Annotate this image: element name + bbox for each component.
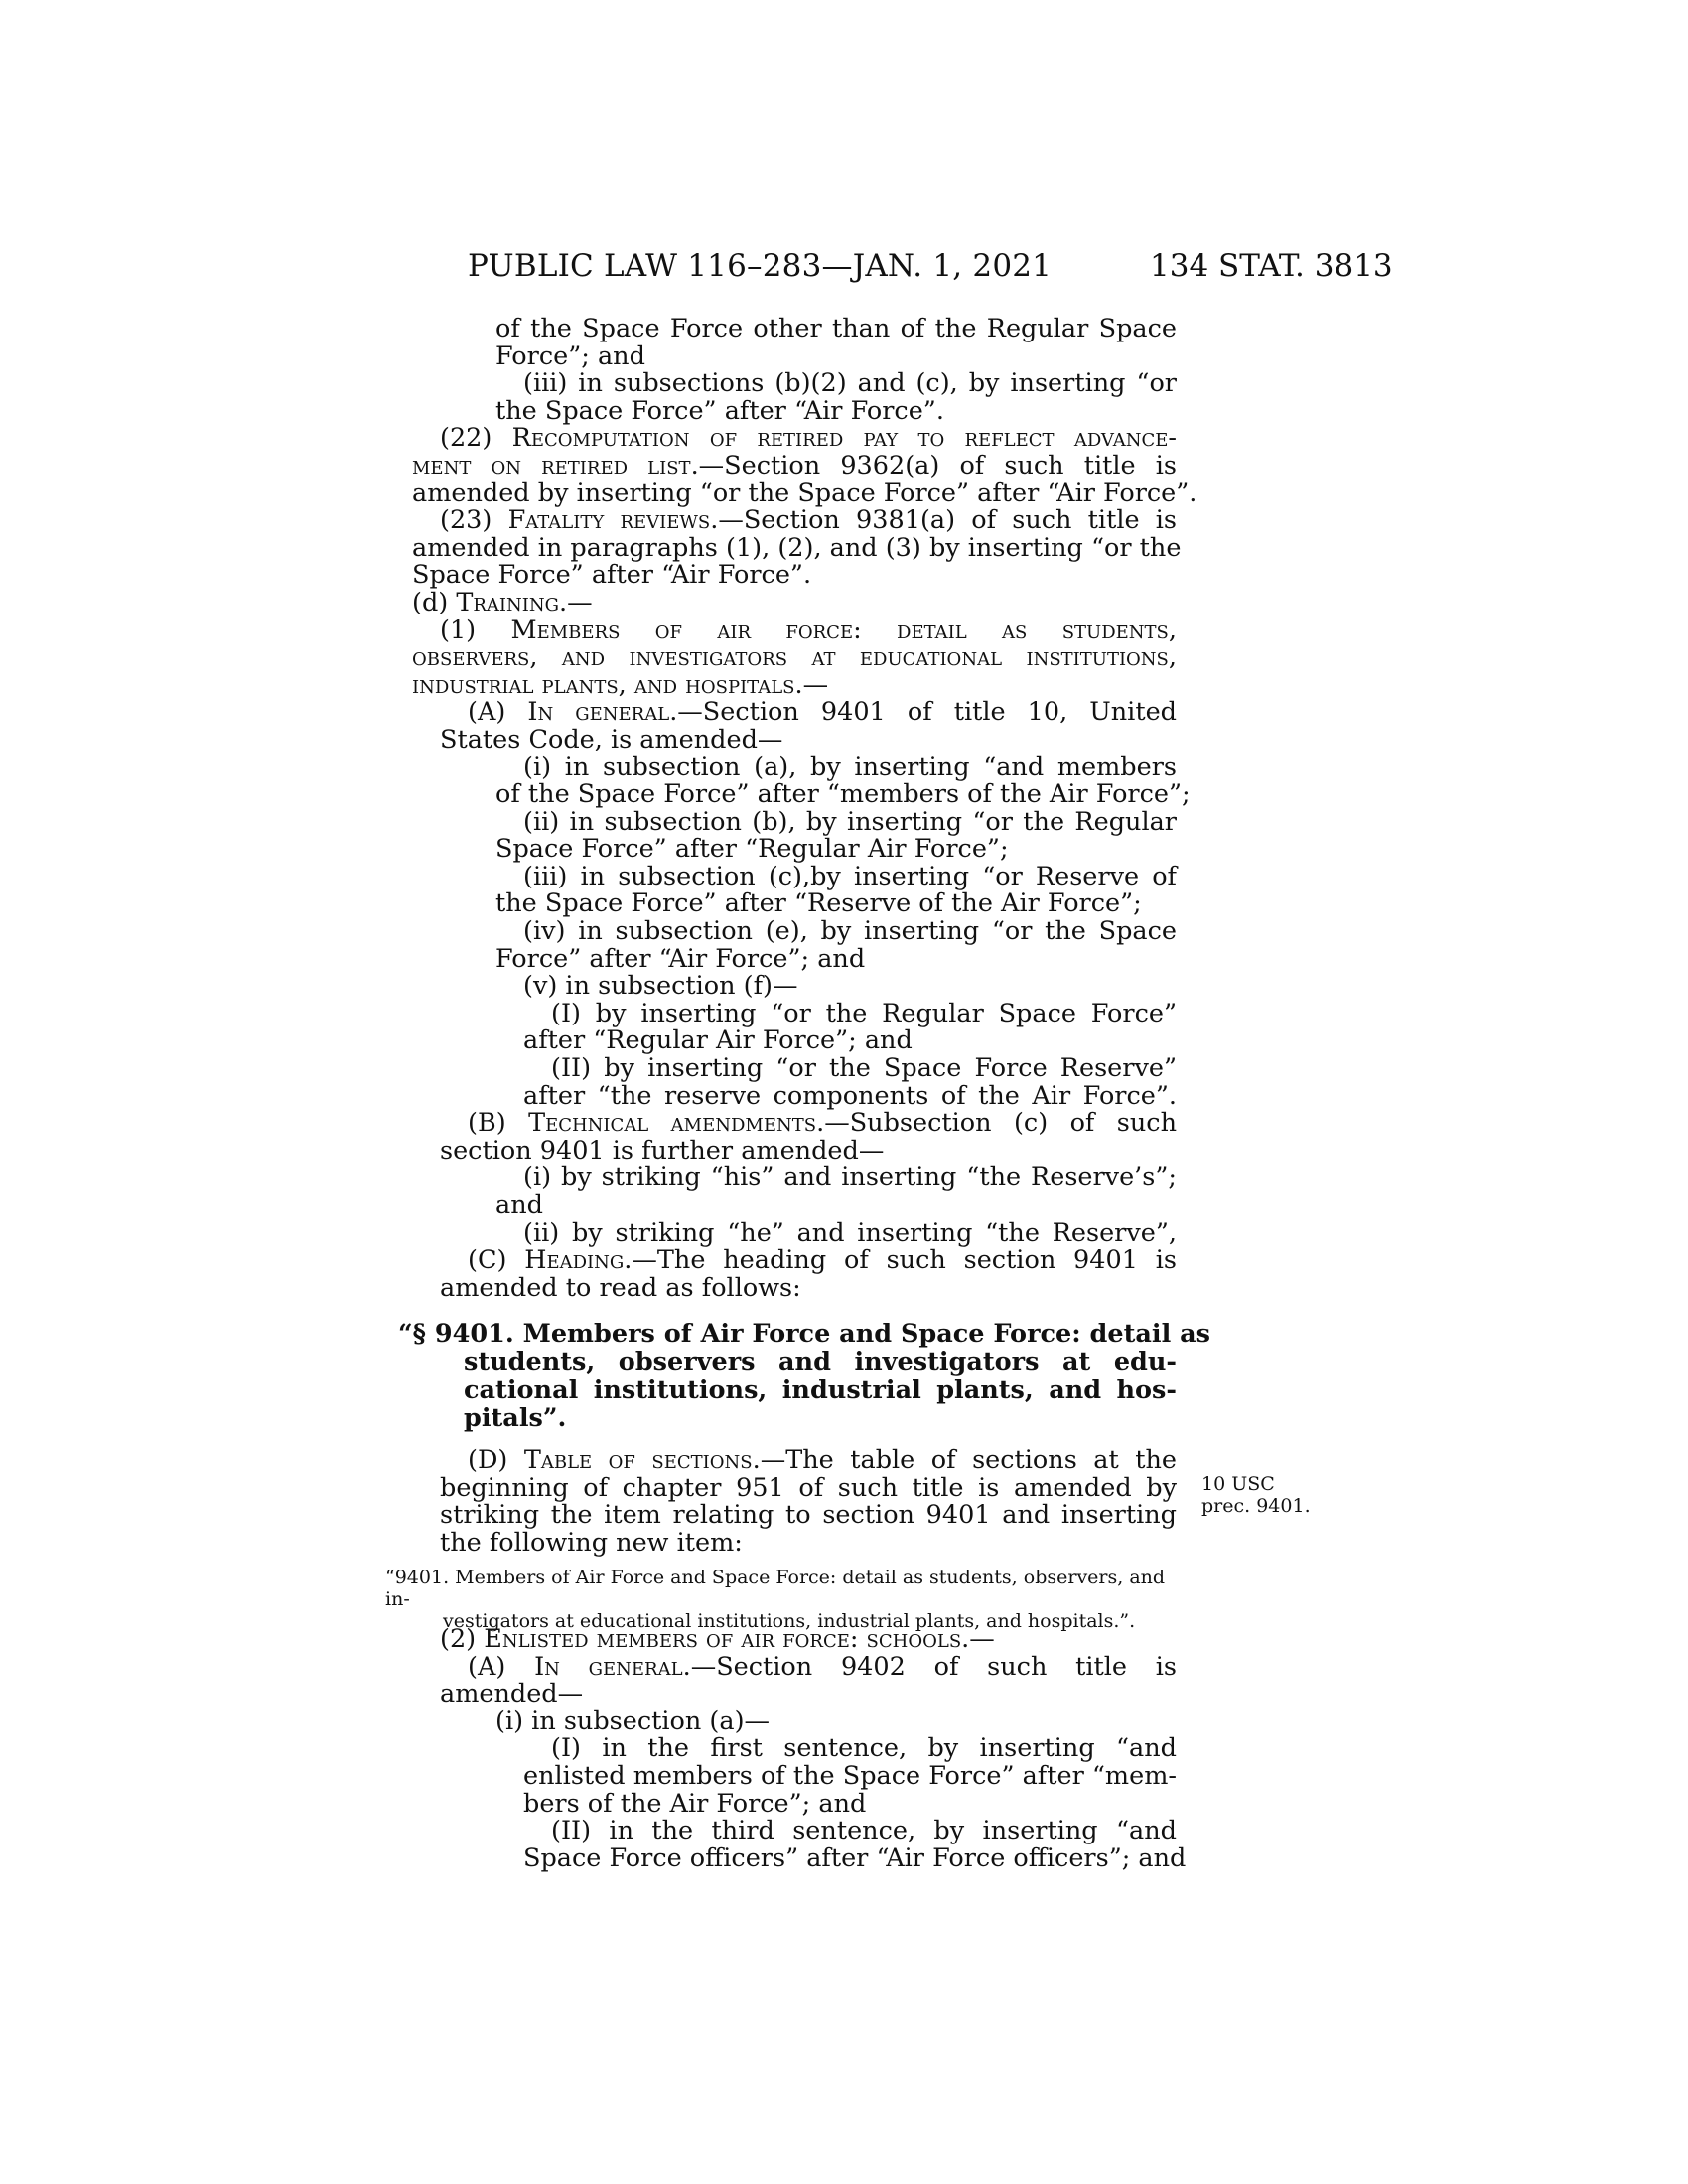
text-line xyxy=(523,1080,1177,1111)
text-run: (D) xyxy=(468,1445,524,1475)
text-run: Space Force” after “Air Force”. xyxy=(412,560,812,591)
text-run: (v) in subsection (f)— xyxy=(523,971,798,1002)
text-line xyxy=(495,316,1177,343)
section-heading-line: pitals”. xyxy=(464,1403,567,1433)
text-line xyxy=(440,1272,1177,1302)
text-line xyxy=(468,1247,1177,1275)
text-line xyxy=(523,973,1177,1001)
text-line xyxy=(440,1472,1177,1503)
text-run: —Section 9402 of such title is xyxy=(690,1651,1178,1682)
small-caps-run: Members of air force: detail as students, xyxy=(510,614,1177,645)
small-caps-run: Fatality reviews. xyxy=(507,505,719,536)
margin-citation xyxy=(1201,1473,1311,1517)
small-caps-run: Table of sections. xyxy=(523,1445,761,1475)
text-run: — xyxy=(567,587,593,617)
text-run: (22) xyxy=(440,423,512,454)
text-run: of the Space Force” after “members of the Air Force”; xyxy=(495,779,1191,810)
text-run: (ii) by striking “he” and inserting “the Reserve”, xyxy=(523,1217,1177,1248)
text-run: (i) by striking “his” and inserting “the Reserve’s”; xyxy=(523,1162,1177,1193)
margin-citation-line: 10 USC xyxy=(1201,1473,1275,1495)
text-run: (I) by inserting “or the Regular Space Force” xyxy=(551,998,1177,1028)
body-text-lower xyxy=(412,1624,1187,1873)
text-run: (iv) in subsection (e), by inserting “or the Space xyxy=(523,916,1177,947)
small-caps-run: observers, and investigators at educational institutions, xyxy=(412,642,1177,673)
section-heading-continuation xyxy=(464,1348,1177,1432)
text-run: (ii) in subsection (b), by inserting “or the Regular xyxy=(523,806,1177,837)
toc-line: “9401. Members of Air Force and Space Force: detail as students, observers, and in- xyxy=(385,1567,1166,1610)
text-line xyxy=(523,1217,1177,1248)
text-run: section 9401 is further amended— xyxy=(440,1135,885,1165)
text-line xyxy=(495,1708,1177,1736)
text-run: —Section 9362(a) of such title is xyxy=(698,450,1177,480)
text-line xyxy=(440,1527,1177,1558)
text-line xyxy=(523,861,1177,891)
text-run: the Space Force” after “Air Force”. xyxy=(495,395,944,426)
text-run: —Section 9381(a) of such title is xyxy=(718,505,1178,536)
text-run: (2) xyxy=(440,1624,485,1654)
text-line xyxy=(468,1110,1177,1138)
text-line xyxy=(440,1681,1177,1708)
text-line xyxy=(468,1447,1177,1475)
text-run: States Code, is amended— xyxy=(440,724,783,754)
text-line xyxy=(523,1788,1177,1819)
text-line xyxy=(412,562,1177,590)
small-caps-run: In general. xyxy=(527,697,678,728)
running-header-title: PUBLIC LAW 116–283—JAN. 1, 2021 xyxy=(468,248,1053,284)
text-line xyxy=(412,587,1177,617)
text-run: — xyxy=(802,669,829,700)
text-run: beginning of chapter 951 of such title is amended by xyxy=(440,1472,1177,1503)
text-line xyxy=(468,699,1177,727)
text-run: after “Regular Air Force”; and xyxy=(523,1025,913,1056)
text-run: (I) in the first sentence, by inserting “and xyxy=(551,1733,1177,1764)
page-number: 134 STAT. 3813 xyxy=(1150,248,1393,284)
text-run: —The heading of such section 9401 is xyxy=(632,1245,1177,1276)
text-run: the following new item: xyxy=(440,1527,743,1558)
text-line xyxy=(495,836,1177,864)
text-run: (A) xyxy=(468,697,528,728)
text-run: (A) xyxy=(468,1651,535,1682)
text-run: enlisted members of the Space Force” after “mem- xyxy=(523,1760,1177,1791)
text-line xyxy=(551,1735,1177,1763)
body-text-table-of-sections xyxy=(412,1447,1177,1557)
text-run: (C) xyxy=(468,1245,525,1276)
small-caps-run: Enlisted members of air force: schools. xyxy=(484,1624,970,1654)
text-run: (iii) in subsections (b)(2) and (c), by inserting “or xyxy=(523,368,1177,399)
text-line xyxy=(412,478,1197,508)
text-line xyxy=(523,806,1177,837)
small-caps-run: ment on retired list. xyxy=(412,450,699,480)
text-run: — xyxy=(969,1624,995,1654)
text-line xyxy=(440,425,1177,453)
text-line xyxy=(495,779,1191,810)
text-line xyxy=(523,751,1177,782)
text-run: and xyxy=(495,1190,543,1220)
text-line xyxy=(551,1055,1177,1083)
text-line xyxy=(523,1760,1177,1791)
text-line xyxy=(412,669,1177,700)
text-run: —The table of sections at the xyxy=(760,1445,1178,1475)
text-run: —Subsection (c) of such xyxy=(824,1108,1177,1139)
text-run: (II) by inserting “or the Space Force Reserve” xyxy=(551,1053,1177,1084)
section-heading xyxy=(398,1319,1211,1433)
text-line xyxy=(551,1818,1177,1845)
table-of-sections-item xyxy=(385,1567,1192,1632)
text-line xyxy=(440,1626,1177,1654)
text-line xyxy=(523,1843,1187,1873)
text-run: Space Force officers” after “Air Force officers”; and xyxy=(523,1843,1187,1873)
small-caps-run: Heading. xyxy=(524,1245,633,1276)
toc-line: vestigators at educational institutions, industrial plants, and hospitals.”. xyxy=(443,1610,1136,1632)
text-run: (II) in the third sentence, by inserting “and xyxy=(551,1816,1177,1846)
body-text-upper xyxy=(412,314,1197,1302)
text-line xyxy=(412,532,1182,563)
text-run: (B) xyxy=(468,1108,529,1139)
text-run: amended— xyxy=(440,1679,584,1709)
text-line xyxy=(412,450,1177,480)
text-run: Force” after “Air Force”; and xyxy=(495,943,866,974)
text-run: amended by inserting “or the Space Force” after “Air Force”. xyxy=(412,478,1197,508)
text-run: (iii) in subsection (c),by inserting “or Reserve of xyxy=(523,861,1177,891)
text-line xyxy=(551,998,1177,1028)
text-run: amended in paragraphs (1), (2), and (3) by inserting “or the xyxy=(412,532,1182,563)
margin-citation-line: prec. 9401. xyxy=(1201,1495,1311,1517)
section-heading-line: “§ 9401. Members of Air Force and Space Force: detail as xyxy=(398,1319,1211,1349)
text-line xyxy=(523,1027,1177,1055)
text-run: the Space Force” after “Reserve of the Air Force”; xyxy=(495,888,1142,919)
text-line xyxy=(523,370,1177,398)
text-run: Force”; and xyxy=(495,341,645,371)
text-line xyxy=(523,918,1177,946)
text-run: Space Force” after “Regular Air Force”; xyxy=(495,834,1009,865)
text-run: (d) xyxy=(412,587,457,617)
text-run: of the Space Force other than of the Regular Space xyxy=(495,314,1177,343)
small-caps-run: Recomputation of retired pay to reflect advance- xyxy=(511,423,1177,454)
text-line xyxy=(495,1192,1177,1220)
text-line xyxy=(468,1651,1178,1682)
text-line xyxy=(495,395,1177,426)
text-run: (23) xyxy=(440,505,508,536)
text-line xyxy=(440,507,1177,535)
text-line xyxy=(412,644,1177,672)
text-line xyxy=(523,1164,1177,1192)
text-run: bers of the Air Force”; and xyxy=(523,1788,867,1819)
small-caps-run: industrial plants, and hospitals. xyxy=(412,669,803,700)
text-line xyxy=(440,614,1177,645)
section-heading-line: students, observers and investigators at edu- xyxy=(464,1347,1177,1377)
text-line xyxy=(440,1502,1177,1530)
text-run: (i) in subsection (a)— xyxy=(495,1706,771,1736)
text-line xyxy=(440,724,1177,754)
section-heading-line: cational institutions, industrial plants, and hos- xyxy=(464,1375,1177,1405)
small-caps-run: Technical amendments. xyxy=(528,1108,825,1139)
text-run: (i) in subsection (a), by inserting “and members xyxy=(523,751,1177,782)
text-line xyxy=(440,1135,1177,1165)
small-caps-run: Training. xyxy=(456,587,568,617)
text-run: after “the reserve components of the Air Force”. xyxy=(523,1080,1177,1111)
text-run: —Section 9401 of title 10, United xyxy=(677,697,1177,728)
text-run: striking the item relating to section 9401 and inserting xyxy=(440,1500,1177,1531)
text-run: (1) xyxy=(440,614,511,645)
text-line xyxy=(495,343,1177,371)
text-run: amended to read as follows: xyxy=(440,1272,801,1302)
text-line xyxy=(495,943,1177,974)
text-line xyxy=(495,890,1177,918)
small-caps-run: In general. xyxy=(534,1651,691,1682)
